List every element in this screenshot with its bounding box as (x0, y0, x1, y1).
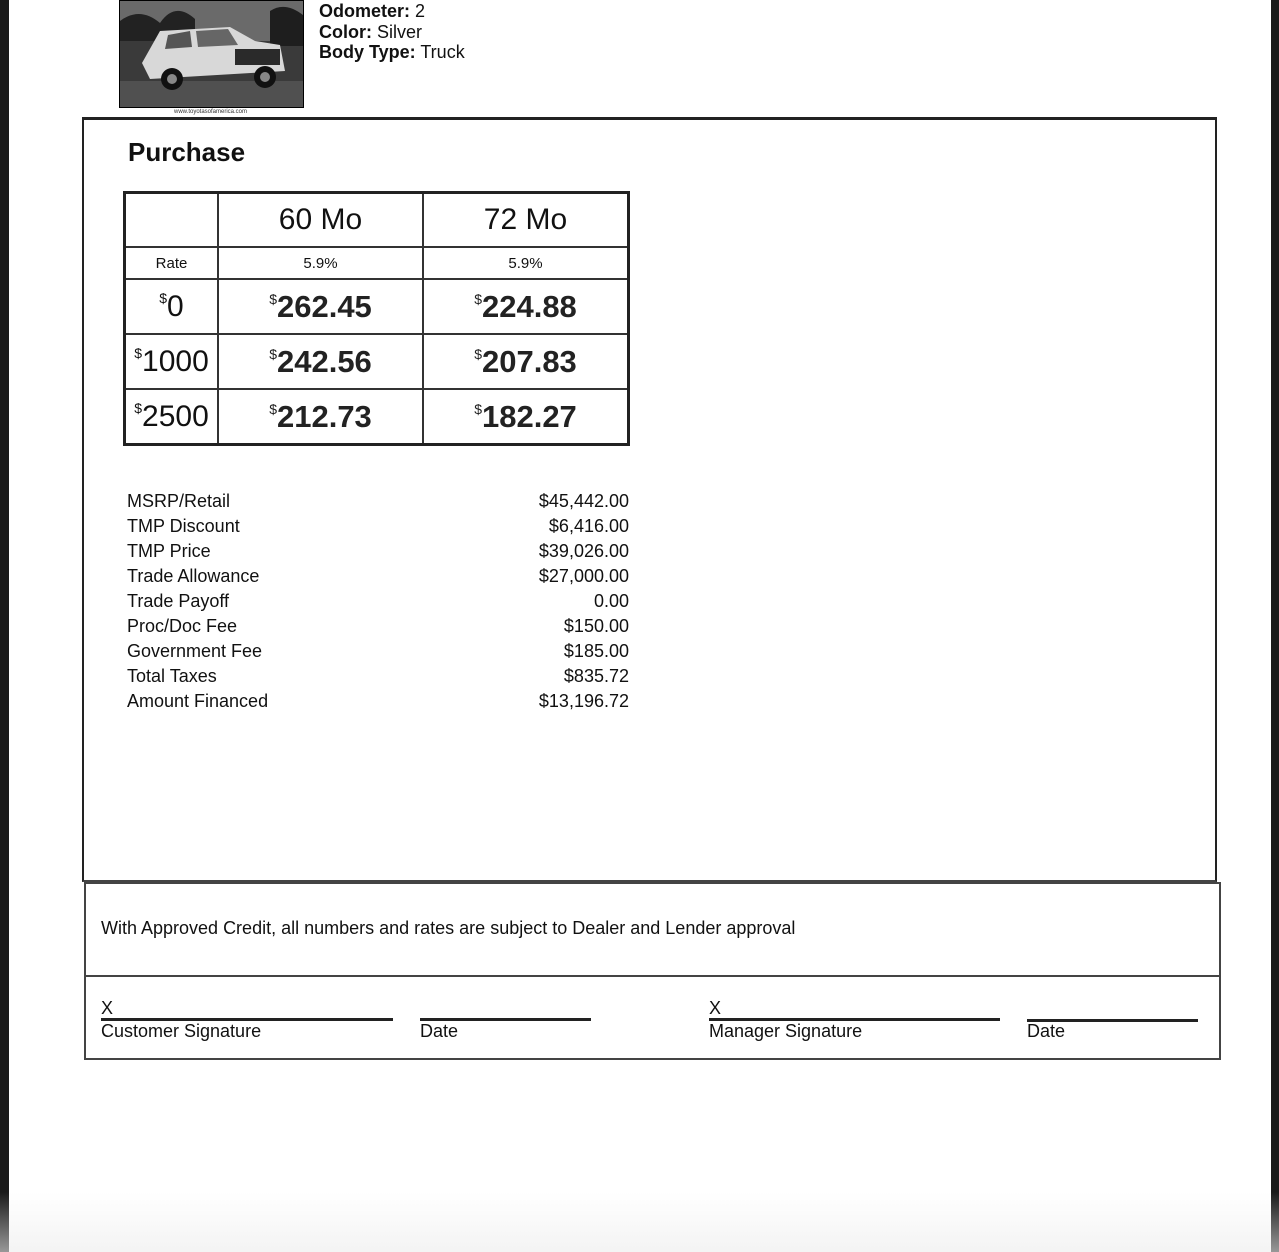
currency-symbol: $ (269, 345, 277, 362)
list-item (127, 639, 629, 664)
item-value: $39,026.00 (538, 541, 629, 561)
currency-symbol: $ (474, 345, 482, 362)
item-label: TMP Price (127, 541, 211, 561)
photo-caption: www.toyotasofamerica.com (173, 109, 248, 115)
item-label: Proc/Doc Fee (127, 616, 238, 636)
monthly-payment: 212.73 (276, 398, 372, 434)
vehicle-info (319, 1, 465, 63)
item-value: $13,196.72 (538, 691, 629, 711)
down-payment: 1000 (142, 344, 209, 378)
item-label: MSRP/Retail (127, 491, 231, 511)
list-item (127, 514, 629, 539)
customer-x-mark: X (101, 998, 114, 1018)
financial-summary (127, 489, 629, 714)
item-label: Trade Payoff (127, 591, 230, 611)
item-label: Amount Financed (127, 691, 269, 711)
down-payment-cell (125, 334, 219, 389)
monthly-payment: 262.45 (276, 288, 372, 324)
item-value: $27,000.00 (538, 566, 629, 586)
table-row (125, 389, 629, 445)
payment-cell (218, 334, 423, 389)
item-value: $150.00 (563, 616, 629, 636)
item-label: TMP Discount (127, 516, 240, 536)
currency-symbol: $ (269, 400, 277, 417)
body-type-label: Body Type: (319, 42, 416, 62)
color-line (319, 22, 465, 43)
customer-date-label: Date (420, 1021, 459, 1041)
currency-symbol: $ (474, 400, 482, 417)
term-header: 72 Mo (423, 193, 629, 248)
monthly-payment: 207.83 (481, 343, 577, 379)
item-value: $6,416.00 (548, 516, 629, 536)
item-label: Trade Allowance (127, 566, 260, 586)
item-label: Total Taxes (127, 666, 217, 686)
payment-cell (423, 389, 629, 445)
section-title: Purchase (128, 137, 246, 167)
list-item (127, 614, 629, 639)
odometer-value: 2 (415, 1, 426, 21)
table-row (125, 279, 629, 334)
monthly-payment: 242.56 (276, 343, 372, 379)
list-item (127, 564, 629, 589)
vehicle-photo (119, 0, 304, 108)
list-item (127, 589, 629, 614)
list-item (127, 539, 629, 564)
body-type-line (319, 42, 465, 63)
truck-image (120, 1, 303, 107)
list-item (127, 664, 629, 689)
rate-value: 5.9% (218, 247, 423, 279)
currency-symbol: $ (269, 290, 277, 307)
left-edge (0, 0, 9, 1252)
item-value: $45,442.00 (538, 491, 629, 511)
monthly-payment: 224.88 (481, 288, 577, 324)
body-type-value: Truck (420, 42, 465, 62)
color-label: Color: (319, 21, 372, 42)
payment-cell (423, 279, 629, 334)
item-value: $185.00 (563, 641, 629, 661)
payment-cell (423, 334, 629, 389)
item-label: Government Fee (127, 641, 263, 661)
currency-symbol: $ (159, 289, 168, 306)
item-value: 0.00 (593, 591, 629, 611)
down-payment-cell (125, 389, 219, 445)
manager-date-label: Date (1027, 1021, 1066, 1041)
list-item (127, 689, 629, 714)
down-payment: 2500 (142, 399, 209, 433)
color-value: Silver (377, 21, 423, 42)
page-bottom-shade (0, 1192, 1279, 1252)
currency-symbol: $ (134, 399, 143, 416)
rate-row (125, 247, 629, 279)
payment-cell (218, 389, 423, 445)
approval-notice: With Approved Credit, all numbers and rates are subject to Dealer and Lender approval (101, 918, 796, 938)
corner-cell (125, 193, 219, 248)
rate-value: 5.9% (423, 247, 629, 279)
payment-cell (218, 279, 423, 334)
divider (84, 975, 1221, 977)
table-row (125, 334, 629, 389)
list-item (127, 489, 629, 514)
odometer-line (319, 1, 465, 22)
manager-signature-label: Manager Signature (709, 1021, 863, 1041)
monthly-payment: 182.27 (481, 398, 577, 434)
currency-symbol: $ (134, 344, 143, 361)
payment-table (123, 191, 630, 446)
manager-x-mark: X (709, 998, 722, 1018)
currency-symbol: $ (474, 290, 482, 307)
odometer-label: Odometer: (319, 1, 411, 21)
down-payment: 0 (167, 289, 184, 323)
customer-signature-label: Customer Signature (101, 1021, 262, 1041)
table-header-row (125, 193, 629, 248)
right-edge (1271, 0, 1279, 1252)
rate-label: Rate (125, 247, 219, 279)
term-header: 60 Mo (218, 193, 423, 248)
down-payment-cell (125, 279, 219, 334)
item-value: $835.72 (563, 666, 629, 686)
